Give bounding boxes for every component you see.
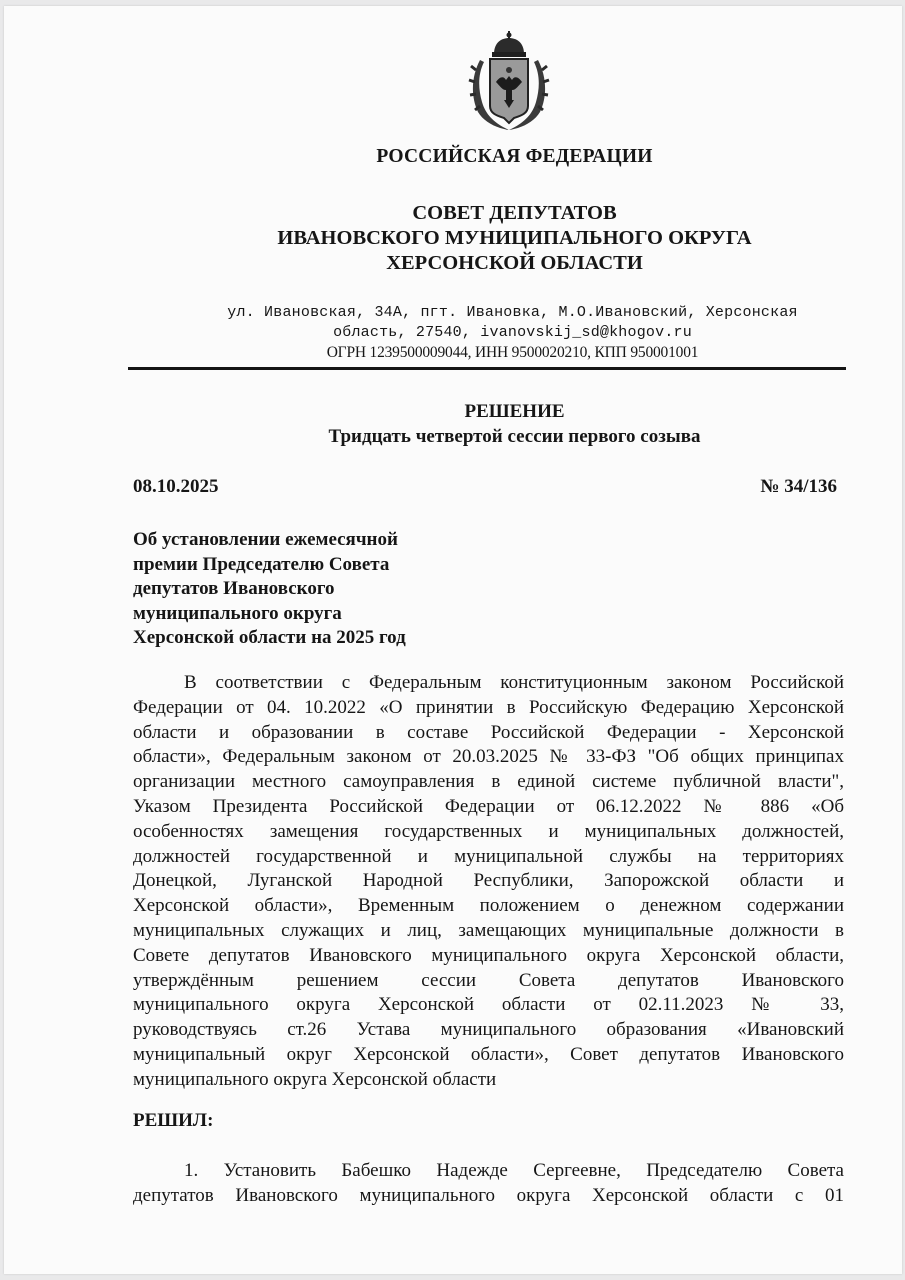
preamble-line: В соответствии с Федеральным конституционным законом Российской	[184, 672, 844, 693]
resolution-item-line: 1. Установить Бабешко Надежде Сергеевне, Председателю Совета	[184, 1160, 844, 1181]
subject-line: Об установлении ежемесячной	[133, 529, 398, 550]
resolved-heading: РЕШИЛ:	[133, 1110, 214, 1131]
subject-line: депутатов Ивановского	[133, 578, 335, 599]
decision-subject	[133, 528, 473, 651]
decision-number: № 34/136	[760, 476, 837, 497]
decision-heading	[62, 399, 905, 449]
decision-date: 08.10.2025	[133, 476, 219, 497]
council-name	[62, 201, 905, 276]
resolution-item-line: депутатов Ивановского муниципального округа Херсонской области с 01	[133, 1184, 844, 1206]
decision-title: РЕШЕНИЕ	[464, 401, 565, 422]
preamble-line: особенностях замещения государственных и муниципальных должностей,	[133, 820, 844, 842]
preamble-line: утверждённым решением сессии Совета депутатов Ивановского	[133, 969, 844, 991]
address-line: область, 27540, ivanovskij_sd@khogov.ru	[333, 324, 692, 341]
preamble-line: должностей государственной и муниципальной службы на территориях	[133, 845, 844, 867]
preamble-line: муниципального округа Херсонской области от 02.11.2023 № 33,	[133, 994, 844, 1016]
preamble-line: Херсонской области», Временным положением о денежном содержании	[133, 895, 844, 917]
country-heading: РОССИЙСКАЯ ФЕДЕРАЦИИ	[376, 146, 653, 167]
subject-line: муниципального округа	[133, 602, 342, 624]
preamble-line: Донецкой, Луганской Народной Республики, Запорожской области и	[133, 870, 844, 892]
session-title: Тридцать четвертой сессии первого созыва	[328, 426, 701, 447]
registration-details: ОГРН 1239500009044, ИНН 9500020210, КПП 950001001	[326, 344, 699, 361]
coat-of-arms-icon	[466, 30, 552, 134]
preamble-line: области», Федеральным законом от 20.03.2025 № 33-ФЗ "Об общих принципах	[133, 746, 844, 768]
preamble-line: муниципальных служащих и лиц, замещающих муниципальные должности в	[133, 919, 844, 941]
council-name-line: ХЕРСОНСКОЙ ОБЛАСТИ	[386, 252, 643, 274]
council-address	[60, 303, 905, 363]
subject-line: Херсонской области на 2025 год	[133, 627, 406, 648]
preamble-line: области и образовании в составе Российской Федерации - Херсонской	[133, 721, 844, 743]
preamble-paragraph	[133, 671, 844, 1093]
preamble-line: Указом Президента Российской Федерации от 06.12.2022 № 886 «Об	[133, 795, 844, 817]
address-line: ул. Ивановская, 34А, пгт. Ивановка, М.О.Ивановский, Херсонская	[227, 304, 798, 321]
council-name-line: СОВЕТ ДЕПУТАТОВ	[412, 202, 617, 224]
header-divider	[128, 367, 846, 370]
council-name-line: ИВАНОВСКОГО МУНИЦИПАЛЬНОГО ОКРУГА	[277, 227, 752, 249]
resolution-item	[133, 1158, 844, 1208]
preamble-line: организации местного самоуправления в единой системе публичной власти",	[133, 771, 844, 793]
subject-line: премии Председателю Совета	[133, 553, 390, 575]
preamble-line: Совете депутатов Ивановского муниципального округа Херсонской области,	[133, 944, 844, 966]
preamble-line: муниципальный округ Херсонской области», Совет депутатов Ивановского	[133, 1043, 844, 1065]
preamble-line: Федерации от 04. 10.2022 «О принятии в Российскую Федерацию Херсонской	[133, 696, 844, 718]
preamble-line: муниципального округа Херсонской области	[133, 1068, 497, 1090]
preamble-line: руководствуясь ст.26 Устава муниципального образования «Ивановский	[133, 1019, 844, 1041]
